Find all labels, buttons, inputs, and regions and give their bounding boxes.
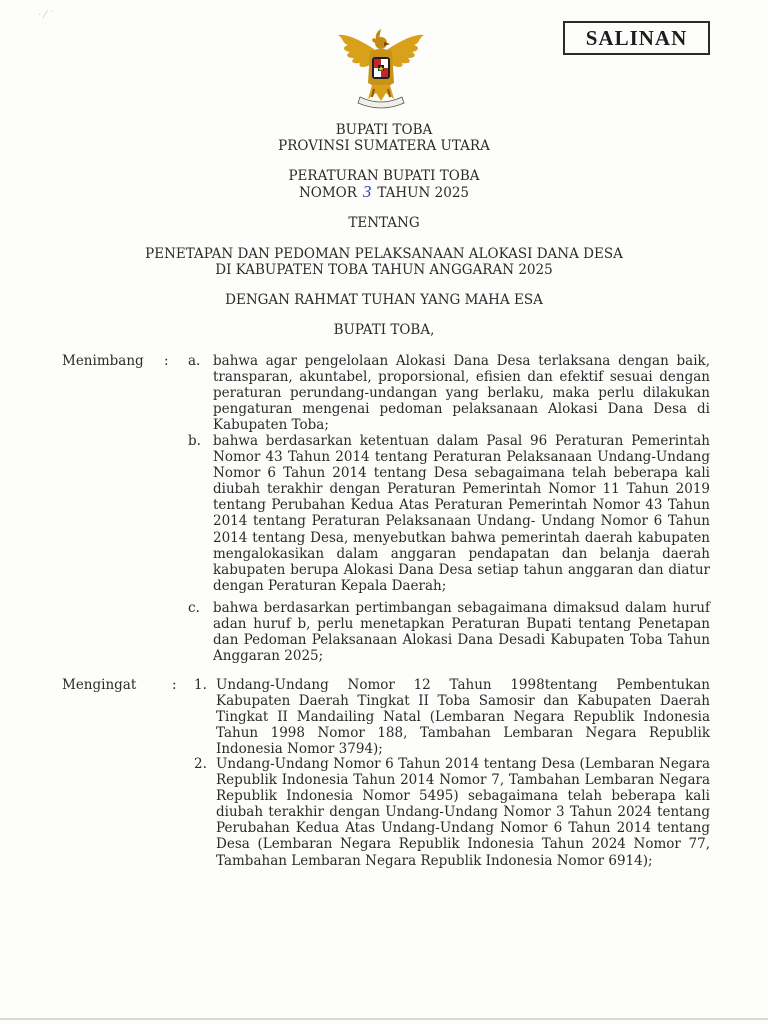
menimbang-b-text: bahwa berdasarkan ketentuan dalam Pasal 96 Peraturan Pemerintah Nomor 43 Tahun 2014 tentang Peraturan Pelaksanaan Undang-Undang Nomor 6 Tahun 2014 tentang Desa sebagaimana telah beberapa kali diubah terakhir dengan Peraturan Pemerintah Nomor 11 Tahun 2019 tentang Perubahan Kedua Atas Peraturan Pemerintah Nomor 43 Tahun 2014 tentang Peraturan Pelaksanaan Undang- Undang Nomor 6 Tahun 2014 tentang Desa, menyebutkan bahwa pemerintah daerah kabupaten mengalokasikan dalam anggaran pendapatan dan belanja daerah kabupaten berupa Alokasi Dana Desa setiap tahun anggaran dan diatur dengan Peraturan Kepala Daerah; bbox=[213, 433, 710, 594]
mengingat-2-text: Undang-Undang Nomor 6 Tahun 2014 tentang Desa (Lembaran Negara Republik Indonesia Tahun 2014 Nomor 7, Tambahan Lembaran Negara Republik Indonesia Nomor 5495) sebagaimana telah beberapa kali diubah terakhir dengan Undang-Undang Nomor 3 Tahun 2024 tentang Perubahan Kedua Atas Undang-Undang Nomor 6 Tahun 2014 tentang Desa (Lembaran Negara Republik Indonesia Tahun 2024 Nomor 77, Tambahan Lembaran Negara Republik Indonesia Nomor 6914); bbox=[216, 756, 710, 869]
nomor-handwritten: 3 bbox=[362, 182, 372, 201]
regulation-title: PERATURAN BUPATI TOBA bbox=[288, 168, 480, 184]
menimbang-colon: : bbox=[164, 353, 169, 369]
bupati-line: BUPATI TOBA, bbox=[333, 322, 435, 338]
mengingat-1-text: Undang-Undang Nomor 12 Tahun 1998tentang Pembentukan Kabupaten Daerah Tingkat II Toba Samosir dan Kabupaten Daerah Tingkat II Mandailing Natal (Lembaran Negara Republik Indonesia Tahun 1998 Nomor 188, Tambahan Lembaran Negara Republik Indonesia Nomor 3794); bbox=[216, 677, 710, 758]
subject-line-2: DI KABUPATEN TOBA TAHUN ANGGARAN 2025 bbox=[215, 262, 553, 278]
nomor-label: NOMOR bbox=[298, 185, 357, 201]
province-title: PROVINSI SUMATERA UTARA bbox=[278, 138, 490, 154]
menimbang-a-text: bahwa agar pengelolaan Alokasi Dana Desa terlaksana dengan baik, transparan, akuntabel, proporsional, efisien dan efektif sesuai dengan peraturan perundang-undangan yang berlaku, maka perlu dilakukan pengaturan mengenai pedoman pelaksanaan Alokasi Dana Desa di Kabupaten Toba; bbox=[213, 353, 710, 434]
subject-line-1: PENETAPAN DAN PEDOMAN PELAKSANAAN ALOKASI DANA DESA bbox=[145, 246, 623, 262]
garuda-emblem-icon bbox=[334, 27, 428, 111]
scan-edge bbox=[0, 1018, 768, 1020]
mengingat-colon: : bbox=[172, 677, 177, 693]
tentang-heading: TENTANG bbox=[348, 215, 420, 231]
issuer-title: BUPATI TOBA bbox=[335, 122, 433, 138]
mengingat-label: Mengingat bbox=[62, 677, 137, 693]
tahun-label: TAHUN 2025 bbox=[377, 185, 470, 201]
rahmat-line: DENGAN RAHMAT TUHAN YANG MAHA ESA bbox=[225, 292, 543, 308]
scan-artifact: ‧ ⁄ ˙ bbox=[38, 10, 55, 21]
salinan-stamp: SALINAN bbox=[563, 21, 710, 55]
regulation-number bbox=[0, 184, 768, 201]
menimbang-label: Menimbang bbox=[62, 353, 144, 369]
menimbang-c-text: bahwa berdasarkan pertimbangan sebagaimana dimaksud dalam huruf adan huruf b, perlu menetapkan Peraturan Bupati tentang Penetapan dan Pedoman Pelaksanaan Alokasi Dana Desadi Kabupaten Toba Tahun Anggaran 2025; bbox=[213, 600, 710, 665]
